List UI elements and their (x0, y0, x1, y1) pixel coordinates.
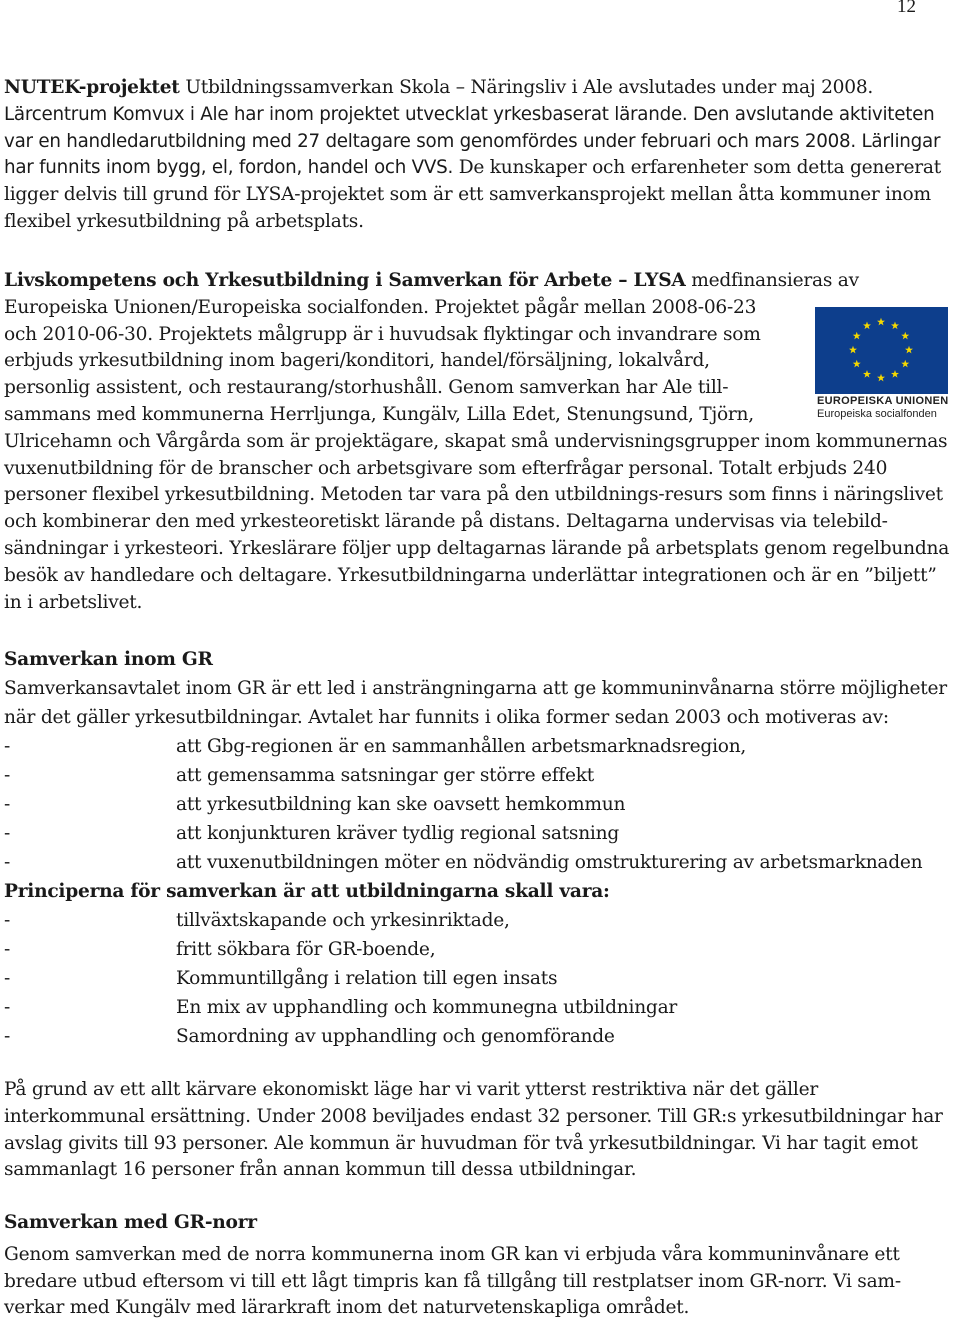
nutek-title: NUTEK-projektet (4, 77, 180, 98)
lysa-line-1: Livskompetens och Yrkesutbildning i Samverkan för Arbete – LYSA medfinansieras av (4, 270, 859, 291)
lysa-line-4: erbjuds yrkesutbildning inom bageri/konditori, handel/försäljning, lokalvård, (4, 350, 710, 372)
gr-norr-heading: Samverkan med GR-norr (4, 1212, 257, 1233)
eu-star-icon (877, 374, 885, 382)
nutek-serif-text: De kunskaper och erfarenheter som detta genererat ligger delvis till grund för LYSA-projektet som är ett samverkansprojekt mellan åtta kommuner inom flexibel yrkesutbildning på arbetsplats. (4, 157, 941, 232)
eu-stars (815, 307, 948, 394)
motives-list (4, 732, 956, 877)
eu-star-icon (901, 332, 909, 340)
samverkan-gr-heading: Samverkan inom GR (4, 649, 213, 670)
lysa-line-6: sammans med kommunerna Herrljunga, Kungälv, Lilla Edet, Stenungsund, Tjörn, (4, 403, 754, 425)
eu-star-icon (853, 332, 861, 340)
restriction-text: På grund av ett allt kärvare ekonomiskt läge har vi varit ytterst restriktiva när det gäller interkommunal ersättning. Under 2008 beviljades endast 32 personer. Till GR:s yrkesutbildningar har avslag givits till 93 personer. Ale kommun är huvudman för två yrkesutbildningar. Vi har tagit emot sammanlagt 16 personer från annan kommun till dessa utbildningar. (4, 1079, 943, 1181)
principles-heading: Principerna för samverkan är att utbildningarna skall vara: (4, 881, 610, 902)
eu-logo-line1: EUROPEISKA UNIONEN (817, 395, 949, 407)
eu-star-icon (891, 370, 899, 378)
list-item: - att gemensamma satsningar ger större effekt (4, 765, 595, 786)
list-item: - Samordning av upphandling och genomförande (4, 1026, 615, 1047)
eu-star-icon (863, 370, 871, 378)
restriction-section (4, 1077, 956, 1184)
lysa-section (4, 268, 956, 616)
eu-star-icon (905, 346, 913, 354)
list-item: - En mix av upphandling och kommunegna utbildningar (4, 997, 678, 1018)
list-item: - att Gbg-regionen är en sammanhållen arbetsmarknadsregion, (4, 736, 747, 757)
lysa-rest: Ulricehamn och Vårgårda som är projektägare, skapat små undervisningsgrupper inom kommunernas vuxenutbildning för de branscher och arbetsgivare som efterfrågar personal. Totalt erbjuds 240 personer flexibel yrkesutbildning. Metoden tar vara på den utbildnings-resurs som finns i näringslivet och kombinerar den med yrkesteoretiskt lärande på distans. Deltagarna undervisas via telebild-sändningar i yrkesteori. Yrkeslärare följer upp deltagarnas lärande på arbetsplats genom regelbundna besök av handledare och deltagare. Yrkesutbildningarna underlättar integrationen och är en ”biljett” in i arbetslivet. (4, 430, 950, 613)
nutek-sans-text: Lärcentrum Komvux i Ale har inom projektet utvecklat yrkesbaserat lärande. Den avslutande aktiviteten var en handledarutbildning med 27 deltagare som genomfördes under februari och mars 2008. Lärlingar har funnits inom bygg, el, fordon, handel och VVS. (4, 103, 941, 179)
list-item: - att yrkesutbildning kan ske oavsett hemkommun (4, 794, 626, 815)
nutek-intro: Utbildningssamverkan Skola – Näringsliv i Ale avslutades under maj 2008. (179, 77, 874, 98)
lysa-line-3: och 2010-06-30. Projektets målgrupp är i huvudsak flyktingar och invandrare som (4, 323, 761, 345)
principles-list (4, 906, 956, 1051)
eu-star-icon (853, 360, 861, 368)
list-item: - tillväxtskapande och yrkesinriktade, (4, 910, 510, 931)
lysa-line-2: Europeiska Unionen/Europeiska socialfonden. Projektet pågår mellan 2008-06-23 (4, 296, 757, 318)
list-item: - fritt sökbara för GR-boende, (4, 939, 436, 960)
list-item: - Kommuntillgång i relation till egen insats (4, 968, 558, 989)
eu-star-icon (877, 318, 885, 326)
lysa-title: Livskompetens och Yrkesutbildning i Samverkan för Arbete – LYSA (4, 270, 686, 291)
list-item: - att konjunkturen kräver tydlig regional satsning (4, 823, 620, 844)
lysa-line-5: personlig assistent, och restaurang/storhushåll. Genom samverkan har Ale till- (4, 377, 729, 399)
samverkan-gr-section (4, 645, 956, 1051)
eu-star-icon (891, 322, 899, 330)
gr-norr-section (4, 1210, 956, 1322)
list-item: - att vuxenutbildningen möter en nödvändig omstrukturering av arbetsmarknaden (4, 852, 923, 873)
eu-star-icon (863, 322, 871, 330)
page-number: 12 (897, 0, 916, 17)
eu-flag-icon (815, 307, 948, 394)
gr-norr-text: Genom samverkan med de norra kommunerna inom GR kan vi erbjuda våra kommuninvånare ett bredare utbud eftersom vi till ett lågt timpris kan få tillgång till restplatser inom GR-norr. Vi sam-verkar med Kungälv med lärarkraft inom det naturvetenskapliga området. (4, 1243, 901, 1319)
samverkan-gr-text: Samverkansavtalet inom GR är ett led i ansträngningarna att ge kommuninvånarna större möjligheter när det gäller yrkesutbildningar. Avtalet har funnits i olika former sedan 2003 och motiveras av: (4, 678, 947, 728)
eu-logo (815, 307, 948, 422)
eu-star-icon (901, 360, 909, 368)
eu-logo-line2: Europeiska socialfonden (817, 408, 937, 420)
nutek-section (4, 75, 956, 236)
nutek-paragraph (4, 75, 956, 236)
eu-star-icon (849, 346, 857, 354)
